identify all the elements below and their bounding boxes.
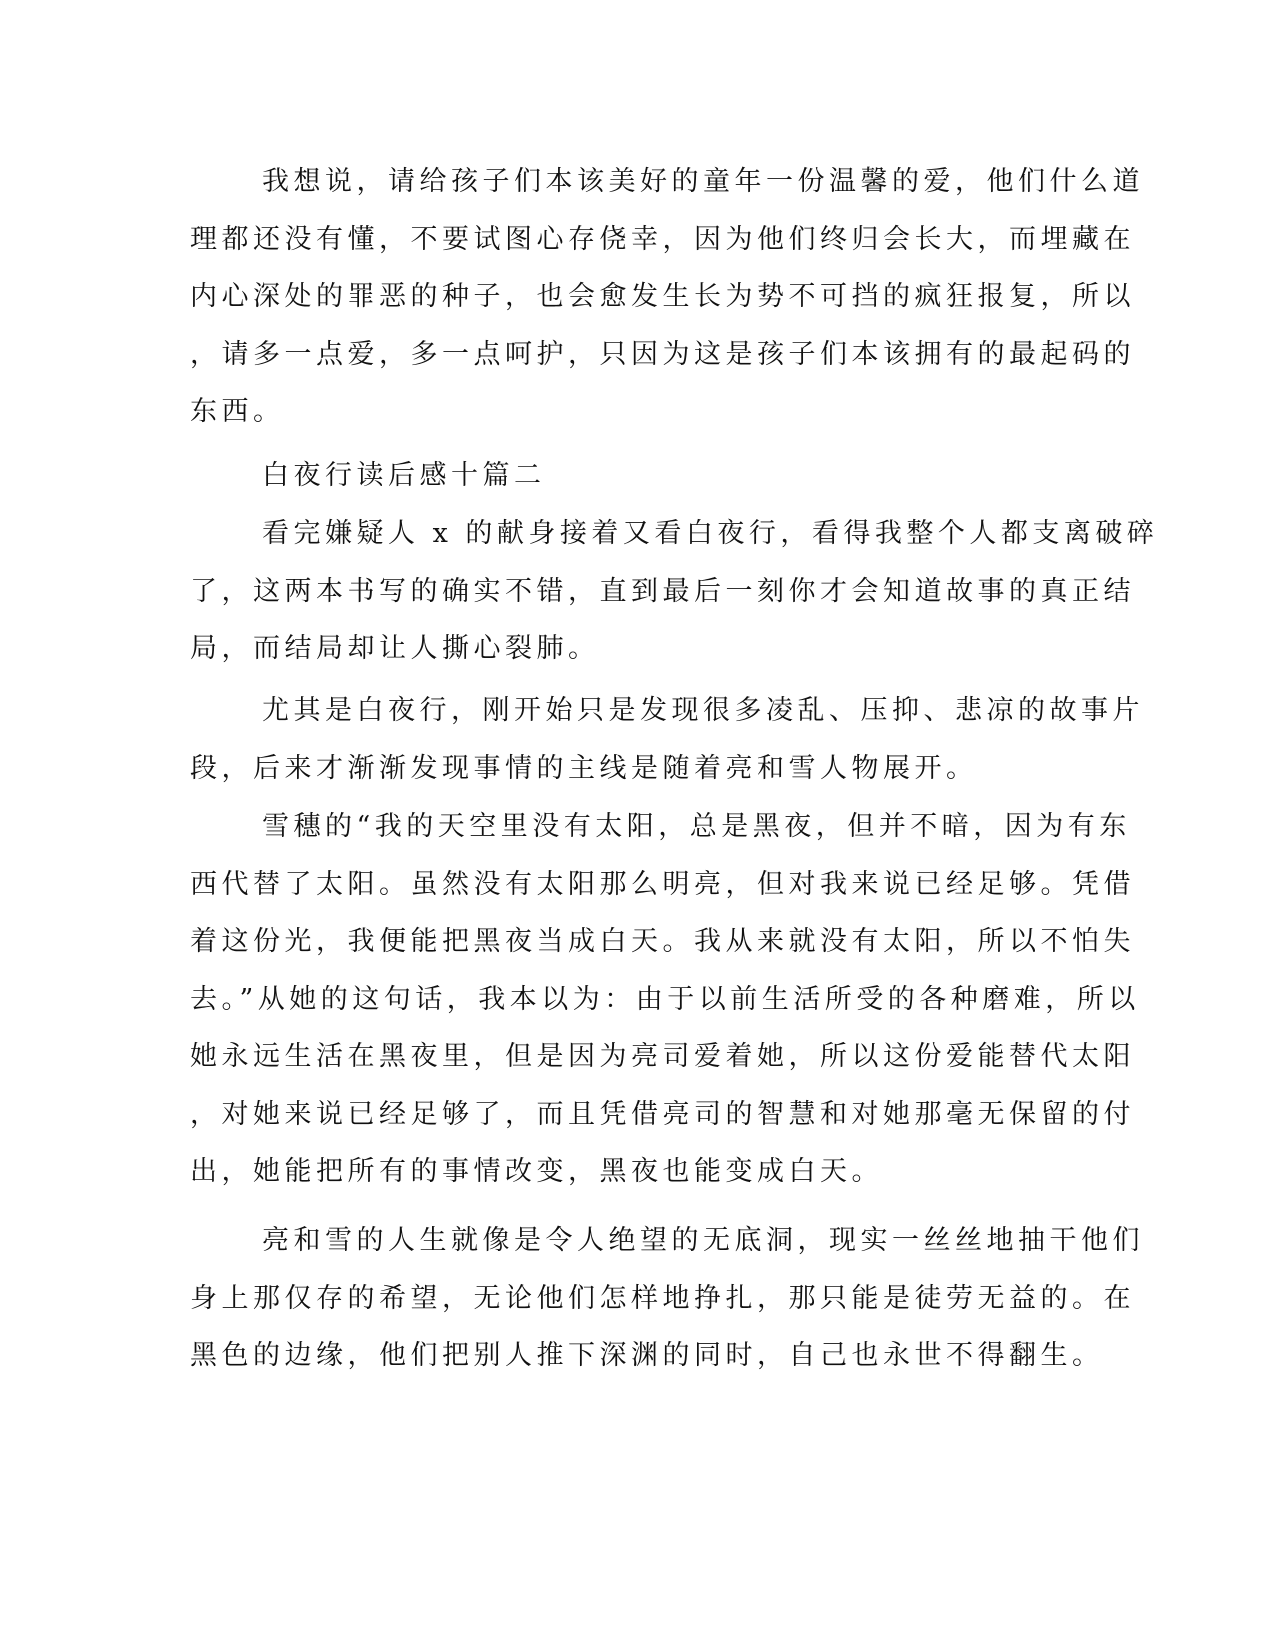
text-line: 局，而结局却让人撕心裂肺。 xyxy=(190,633,600,664)
text-line: 东西。 xyxy=(190,396,285,427)
paragraph-1 xyxy=(190,153,1144,441)
text-line: 身上那仅存的希望，无论他们怎样地挣扎，那只能是徒劳无益的。在 xyxy=(190,1282,1135,1314)
text-line: 了，这两本书写的确实不错，直到最后一刻你才会知道故事的真正结 xyxy=(190,575,1135,607)
text-line: 她永远生活在黑夜里，但是因为亮司爱着她，所以这份爱能替代太阳 xyxy=(190,1041,1135,1072)
text-line: 黑色的边缘，他们把别人推下深渊的同时，自己也永世不得翻生。 xyxy=(190,1340,1104,1371)
text-line: 着这份光，我便能把黑夜当成白天。我从来就没有太阳，所以不怕失 xyxy=(190,926,1135,957)
text-line: 尤其是白夜行，刚开始只是发现很多凌乱、压抑、悲凉的故事片 xyxy=(262,695,1144,726)
text-line: 理都还没有懂，不要试图心存侥幸，因为他们终归会长大，而埋藏在 xyxy=(190,223,1135,255)
text-line: 我想说，请给孩子们本该美好的童年一份温馨的爱，他们什么道 xyxy=(262,166,1144,197)
text-line: 段，后来才渐渐发现事情的主线是随着亮和雪人物展开。 xyxy=(190,752,978,784)
text-line: ，对她来说已经足够了，而且凭借亮司的智慧和对她那毫无保留的付 xyxy=(190,1098,1135,1130)
paragraph-2 xyxy=(190,505,1159,678)
text-line: 内心深处的罪恶的种子，也会愈发生长为势不可挡的疯狂报复，所以 xyxy=(190,281,1135,312)
text-line: 亮和雪的人生就像是令人绝望的无底洞，现实一丝丝地抽干他们 xyxy=(262,1225,1144,1256)
text-line: 雪穗的“我的天空里没有太阳，总是黑夜，但并不暗，因为有东 xyxy=(262,811,1131,842)
paragraph-5 xyxy=(190,1212,1144,1385)
text-line: ，请多一点爱，多一点呵护，只因为这是孩子们本该拥有的最起码的 xyxy=(190,338,1135,370)
text-line: 西代替了太阳。虽然没有太阳那么明亮，但对我来说已经足够。凭借 xyxy=(190,868,1135,900)
text-line: 看完嫌疑人 x 的献身接着又看白夜行，看得我整个人都支离破碎 xyxy=(262,518,1159,549)
text-line: 出，她能把所有的事情改变，黑夜也能变成白天。 xyxy=(190,1156,883,1187)
text-line: 去。”从她的这句话，我本以为：由于以前生活所受的各种磨难，所以 xyxy=(190,983,1140,1015)
section-heading xyxy=(190,447,1090,505)
paragraph-3 xyxy=(190,682,1144,797)
heading-text: 白夜行读后感十篇二 xyxy=(262,460,546,491)
paragraph-4 xyxy=(190,798,1140,1201)
